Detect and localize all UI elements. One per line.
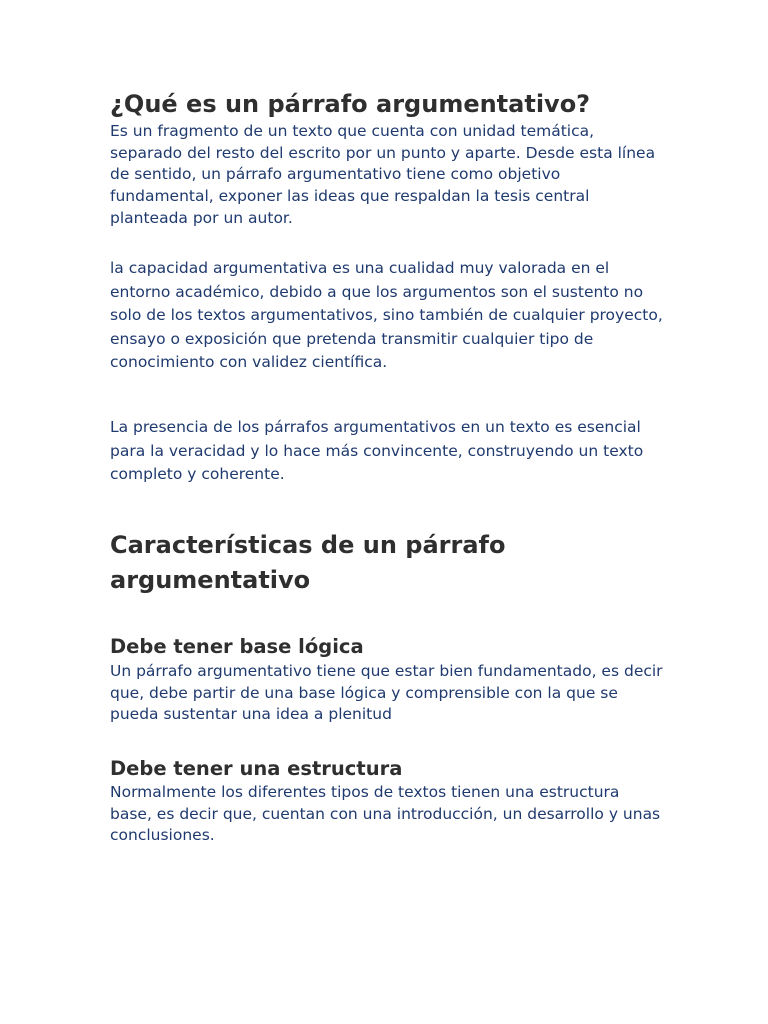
- logical-base-paragraph: Un párrafo argumentativo tiene que estar bien fundamentado, es decir que, debe partir de una base lógica y comprensible con la que se pueda sustentar una idea a plenitud: [110, 662, 663, 724]
- subheading-structure: Debe tener una estructura: [110, 757, 403, 780]
- structure-paragraph: Normalmente los diferentes tipos de textos tienen una estructura base, es decir que, cuentan con una introducción, un desarrollo y unas conclusiones.: [110, 783, 661, 845]
- importance-paragraph: La presencia de los párrafos argumentativos en un texto es esencial para la veracidad y lo hace más convincente, construyendo un texto completo y coherente.: [110, 418, 644, 483]
- section-title-definition: ¿Qué es un párrafo argumentativo?: [110, 90, 591, 118]
- definition-paragraph: Es un fragmento de un texto que cuenta con unidad temática, separado del resto del escrito por un punto y aparte. Desde esta línea de sentido, un párrafo argumentativo tiene como objetivo fundamental, exponer las ideas que respaldan la tesis central planteada por un autor.: [110, 122, 656, 227]
- academic-value-paragraph: la capacidad argumentativa es una cualidad muy valorada en el entorno académico, debido a que los argumentos son el sustento no solo de los textos argumentativos, sino también de cualquier proyecto, ensayo o exposición que pretenda transmitir cualquier tipo de conocimiento con validez científica.: [110, 259, 663, 371]
- subheading-logical-base: Debe tener base lógica: [110, 635, 364, 658]
- section-title-characteristics: Características de un párrafo argumentativo: [110, 531, 506, 594]
